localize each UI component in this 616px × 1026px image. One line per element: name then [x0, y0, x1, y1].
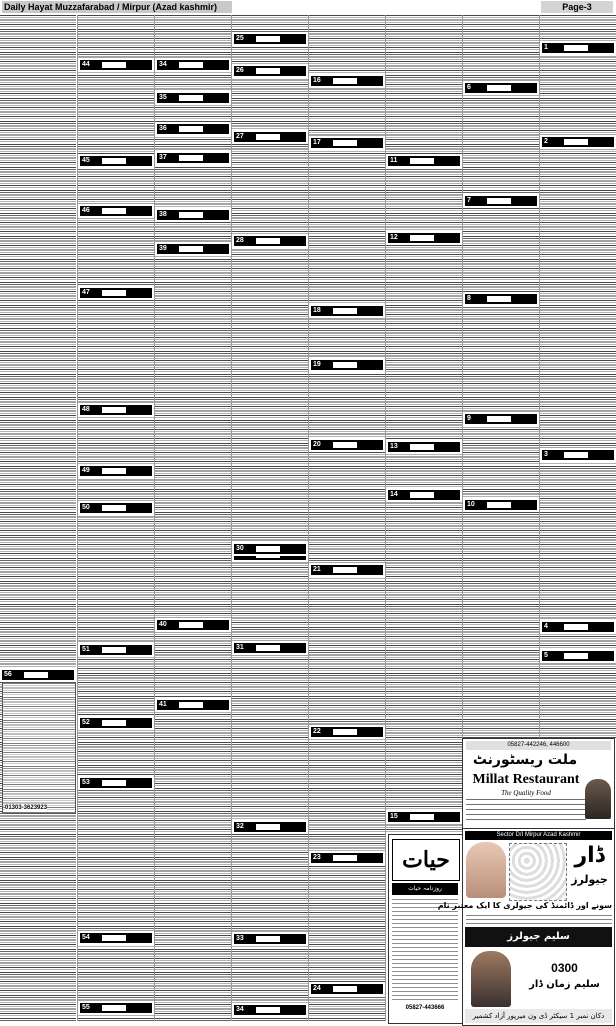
ad-title-box — [256, 645, 280, 651]
legal-notice-box — [2, 682, 76, 814]
ad-title-box — [564, 624, 588, 630]
millat-urdu-name: ملت ریسٹورنٹ — [472, 752, 578, 768]
ad-number-header — [388, 490, 460, 500]
ad-number: 19 — [313, 361, 321, 368]
dar-sector: Sector D/I Mirpur Azad Kashmir — [465, 831, 612, 840]
ad-number: 52 — [82, 719, 90, 726]
ad-title-box — [102, 1005, 126, 1011]
ad-title-box — [564, 45, 588, 51]
column-6 — [386, 15, 462, 834]
proprietor-photo — [471, 951, 511, 1007]
hayat-ad-text — [392, 899, 458, 1003]
ad-number-header — [542, 43, 614, 53]
ad-number-header — [542, 137, 614, 147]
ad-number-header — [234, 544, 306, 554]
ad-number-header — [542, 622, 614, 632]
ad-number-header — [2, 670, 74, 680]
ad-title-box — [24, 672, 48, 678]
ad-number-header — [311, 306, 383, 316]
ad-number-header — [388, 812, 460, 822]
ad-title-box — [256, 546, 280, 552]
ad-number-header — [311, 565, 383, 575]
ad-number-header — [80, 778, 152, 788]
ad-number-header — [311, 984, 383, 994]
hayat-newspaper-ad — [388, 834, 463, 1024]
column-separator — [77, 15, 78, 1021]
ad-number: 14 — [390, 491, 398, 498]
ad-number-header — [157, 153, 229, 163]
ad-number: 3 — [544, 451, 548, 458]
ad-title-box — [256, 238, 280, 244]
ad-number-header — [388, 233, 460, 243]
ad-number: 26 — [236, 67, 244, 74]
column-text-lines — [463, 15, 539, 738]
column-text-lines — [0, 15, 76, 1021]
owner-photo — [585, 779, 611, 819]
ad-number: 34 — [159, 61, 167, 68]
ad-number-header — [157, 93, 229, 103]
ad-title-box — [179, 126, 203, 132]
ad-number-header — [234, 1005, 306, 1015]
ad-number: 2 — [544, 138, 548, 145]
ad-number-header — [80, 645, 152, 655]
ad-number: 31 — [236, 644, 244, 651]
ad-number: 10 — [467, 501, 475, 508]
ad-title-box — [102, 720, 126, 726]
dar-row1: سونے اور ڈائمنڈ کی جیولری کا ایک معتبر نام — [437, 901, 612, 910]
ad-number-header — [311, 138, 383, 148]
column-7 — [463, 15, 539, 738]
ad-title-box — [102, 407, 126, 413]
ad-title-box — [564, 452, 588, 458]
ad-number: 25 — [236, 35, 244, 42]
ad-title-box — [179, 95, 203, 101]
ad-number-header — [388, 156, 460, 166]
ad-number: 55 — [82, 1004, 90, 1011]
ad-number-header — [311, 440, 383, 450]
ad-number: 39 — [159, 245, 167, 252]
ad-title-box — [179, 702, 203, 708]
ad-title-box — [256, 36, 280, 42]
ad-number: 6 — [467, 84, 471, 91]
column-1 — [0, 15, 76, 1021]
ad-title-box — [333, 442, 357, 448]
column-separator — [308, 15, 309, 1021]
ad-number-header — [80, 503, 152, 513]
ad-number: 22 — [313, 728, 321, 735]
ad-number: 47 — [82, 289, 90, 296]
ad-title-box — [102, 468, 126, 474]
ad-number-header — [465, 196, 537, 206]
masthead-title: Daily Hayat Muzzafarabad / Mirpur (Azad kashmir) — [2, 1, 232, 13]
column-text-lines — [386, 15, 462, 834]
column-text-lines — [232, 15, 308, 1021]
ad-number: 12 — [390, 234, 398, 241]
column-separator — [231, 15, 232, 1021]
ad-number: 30 — [236, 545, 244, 552]
ad-title-box — [487, 198, 511, 204]
column-text-lines — [155, 15, 231, 1021]
ad-title-box — [333, 78, 357, 84]
ad-number-header — [542, 651, 614, 661]
ad-number: 44 — [82, 61, 90, 68]
ad-number: 50 — [82, 504, 90, 511]
ad-number-header — [157, 124, 229, 134]
ad-number: 16 — [313, 77, 321, 84]
ad-title-box — [487, 502, 511, 508]
ad-title-box — [487, 85, 511, 91]
hayat-strip: روزنامہ حیات — [392, 883, 458, 895]
ad-number-header — [80, 718, 152, 728]
model-photo — [466, 842, 506, 898]
ad-number: 15 — [390, 813, 398, 820]
ad-number-header — [465, 294, 537, 304]
ad-title-box — [179, 622, 203, 628]
millat-restaurant-ad — [462, 738, 615, 830]
ad-number-header — [234, 132, 306, 142]
ad-number: 9 — [467, 415, 471, 422]
ad-number-header — [234, 236, 306, 246]
ad-title-box — [333, 567, 357, 573]
millat-tagline: The Quality Food — [501, 789, 551, 797]
ad-number: 18 — [313, 307, 321, 314]
column-4 — [232, 15, 308, 1021]
ad-title-box — [333, 855, 357, 861]
ad-number-header — [157, 210, 229, 220]
ad-number-header — [311, 76, 383, 86]
ad-title-box — [179, 246, 203, 252]
ad-number-header — [80, 405, 152, 415]
ad-number-header — [311, 727, 383, 737]
jewellery-photo — [509, 843, 567, 901]
ad-number-header — [311, 853, 383, 863]
ad-number-header — [157, 244, 229, 254]
dar-phone: 0300 — [551, 961, 578, 975]
ad-number-header — [157, 700, 229, 710]
millat-english-name: Millat Restaurant — [472, 772, 580, 787]
ad-number: 33 — [236, 935, 244, 942]
ad-number: 28 — [236, 237, 244, 244]
ad-number: 51 — [82, 646, 90, 653]
ad-number: 1 — [544, 44, 548, 51]
ad-number: 40 — [159, 621, 167, 628]
column-2 — [78, 15, 154, 1021]
ad-title-box — [410, 492, 434, 498]
dar-sub: جیولرز — [571, 873, 608, 886]
ad-title-box — [256, 1007, 280, 1013]
ad-title-box — [564, 653, 588, 659]
ad-number-header — [465, 500, 537, 510]
ad-title-box — [564, 139, 588, 145]
dar-row2 — [466, 915, 612, 925]
ad-title-box — [487, 416, 511, 422]
notice-text-lines — [3, 683, 75, 813]
millat-description — [466, 799, 586, 823]
ad-title-box — [102, 290, 126, 296]
dar-name: سلیم زمان ڈار — [529, 979, 600, 990]
ad-number: 45 — [82, 157, 90, 164]
ad-number: 13 — [390, 443, 398, 450]
ad-title-box — [102, 208, 126, 214]
ad-number: 48 — [82, 406, 90, 413]
ad-title-box — [102, 647, 126, 653]
ad-title-box — [333, 308, 357, 314]
ad-number-header — [311, 360, 383, 370]
ad-title-box — [333, 362, 357, 368]
ad-number-header — [80, 933, 152, 943]
millat-phone: 05827-442246, 446600 — [466, 741, 611, 750]
ad-title-box — [102, 935, 126, 941]
ad-number: 20 — [313, 441, 321, 448]
dar-bar: سلیم جیولرز — [465, 927, 612, 947]
ad-number-header — [465, 83, 537, 93]
ad-number-header — [465, 414, 537, 424]
ad-number: 34 — [236, 1006, 244, 1013]
column-8 — [540, 15, 616, 738]
ad-title-box — [333, 729, 357, 735]
ad-number: 54 — [82, 934, 90, 941]
ad-number: 23 — [313, 854, 321, 861]
dar-address: دکان نمبر 1 سیکٹر ڈی ون میرپور آزاد کشمیر — [465, 1009, 612, 1023]
ad-title-box — [179, 62, 203, 68]
dar-brand: ڈار — [574, 843, 605, 868]
ad-title-box — [410, 235, 434, 241]
ad-number-header — [157, 60, 229, 70]
ad-title-box — [179, 212, 203, 218]
hayat-logo: حیات — [392, 839, 460, 881]
ad-number-header — [234, 66, 306, 76]
ad-number-header — [542, 450, 614, 460]
ad-number: 7 — [467, 197, 471, 204]
ad-number: 41 — [159, 701, 167, 708]
ad-number-header — [388, 442, 460, 452]
ad-title-box — [256, 936, 280, 942]
ad-title-box — [487, 296, 511, 302]
ad-number: 35 — [159, 94, 167, 101]
ad-number-header — [80, 60, 152, 70]
column-separator — [385, 15, 386, 1021]
ad-number-header — [234, 643, 306, 653]
ad-number-header — [80, 288, 152, 298]
ad-number: 37 — [159, 154, 167, 161]
ad-title-box — [333, 140, 357, 146]
page-label: Page-3 — [541, 1, 613, 13]
ad-number-header — [80, 206, 152, 216]
ad-title-box — [102, 780, 126, 786]
ad-number-header — [234, 934, 306, 944]
ad-number-header — [80, 156, 152, 166]
ad-number: 17 — [313, 139, 321, 146]
column-separator — [154, 15, 155, 1021]
ad-number-header — [80, 1003, 152, 1013]
ad-title-box — [179, 155, 203, 161]
ad-title-box — [102, 62, 126, 68]
ad-number: 27 — [236, 133, 244, 140]
top-bar — [0, 0, 616, 14]
ad-number: 4 — [544, 623, 548, 630]
ad-title-box — [102, 158, 126, 164]
hayat-phone: 05827-443666 — [405, 1005, 445, 1011]
ad-number: 5 — [544, 652, 548, 659]
ad-number-header — [157, 620, 229, 630]
ad-title-box — [256, 134, 280, 140]
column-text-lines — [309, 15, 385, 1021]
column-5 — [309, 15, 385, 1021]
ad-number: 46 — [82, 207, 90, 214]
ad-number: 56 — [4, 671, 12, 678]
ad-title-box — [333, 986, 357, 992]
ad-number: 53 — [82, 779, 90, 786]
ad-title-box — [410, 814, 434, 820]
ad-number: 21 — [313, 566, 321, 573]
ad-title-box — [102, 505, 126, 511]
notice-number: 01303-3623923 — [5, 805, 48, 811]
ad-number: 11 — [390, 157, 398, 164]
ad-number-header — [234, 34, 306, 44]
column-3 — [155, 15, 231, 1021]
ad-number: 8 — [467, 295, 471, 302]
ad-number-header — [80, 466, 152, 476]
ad-title-box — [410, 444, 434, 450]
ad-title-box — [410, 158, 434, 164]
ad-title-box — [256, 824, 280, 830]
ad-title-box — [256, 68, 280, 74]
ad-number: 32 — [236, 823, 244, 830]
ad-number: 38 — [159, 211, 167, 218]
ad-number: 49 — [82, 467, 90, 474]
ad-number: 24 — [313, 985, 321, 992]
dar-jewellers-ad — [437, 828, 615, 1026]
ad-number-header — [234, 822, 306, 832]
ad-number: 36 — [159, 125, 167, 132]
